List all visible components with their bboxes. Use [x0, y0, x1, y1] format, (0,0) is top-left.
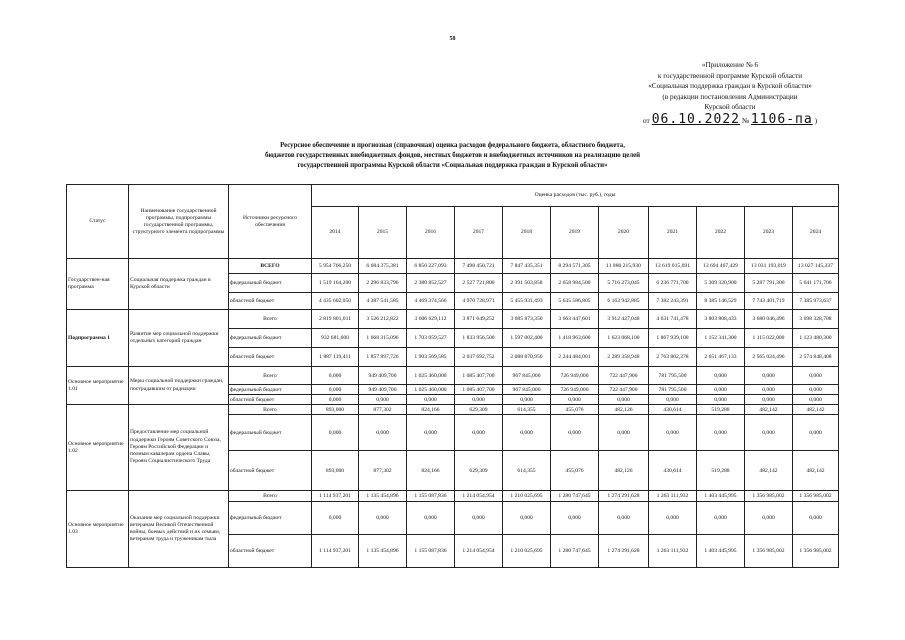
value-cell: 0,000	[503, 415, 551, 451]
value-cell: 1 356 985,002	[745, 491, 793, 502]
value-cell: 0,000	[551, 415, 599, 451]
value-cell: 0,000	[745, 502, 793, 535]
value-cell: 877,302	[359, 451, 407, 491]
source-cell: областной бюджет	[229, 293, 312, 310]
table-row	[67, 367, 839, 385]
value-cell: 1 356 985,002	[745, 535, 793, 568]
year-header: 2018	[503, 207, 551, 259]
value-cell: 6 850 227,093	[407, 259, 455, 274]
appendix-line-1: «Приложение № 6	[701, 61, 759, 69]
value-cell: 2 380 852,527	[407, 274, 455, 293]
value-cell: 893,000	[312, 405, 359, 415]
value-cell: 455,076	[551, 451, 599, 491]
value-cell: 0,000	[793, 502, 839, 535]
value-cell: 1 274 291,628	[599, 535, 649, 568]
value-cell: 824,166	[407, 405, 455, 415]
value-cell: 4 387 541,585	[359, 293, 407, 310]
appendix-line-2: к государственной программе Курской области	[657, 71, 803, 80]
value-cell: 1 210 025,695	[503, 535, 551, 568]
value-cell: 5 309 320,900	[697, 274, 745, 293]
value-cell: 0,000	[407, 502, 455, 535]
source-cell: ВСЕГО	[229, 259, 312, 274]
value-cell: 1 263 111,932	[649, 535, 697, 568]
table-row	[67, 310, 839, 329]
value-cell: 482,142	[745, 451, 793, 491]
value-cell: 1 597 002,400	[503, 329, 551, 348]
value-cell: 430,614	[649, 405, 697, 415]
value-cell: 1 135 454,896	[359, 535, 407, 568]
value-cell: 0,000	[649, 415, 697, 451]
year-header: 2023	[745, 207, 793, 259]
value-cell: 1 833 956,500	[455, 329, 503, 348]
value-cell: 1 025 460,000	[407, 385, 455, 395]
value-cell: 7 382 243,391	[649, 293, 697, 310]
value-cell: 2 651 467,133	[697, 348, 745, 367]
resolution-date: 06.10.2022	[651, 111, 740, 127]
value-cell: 1 887 119,411	[312, 348, 359, 367]
value-cell: 1 263 111,932	[649, 491, 697, 502]
value-cell: 722 447,900	[599, 385, 649, 395]
value-cell: 1 280 747,645	[551, 535, 599, 568]
name-cell: Социальная поддержка граждан в Курской области	[129, 259, 229, 310]
value-cell: 3 871 649,252	[455, 310, 503, 329]
value-cell: 0,000	[745, 395, 793, 405]
value-cell: 5 716 273,045	[599, 274, 649, 293]
status-cell: Основное мероприятие 1.02	[67, 405, 129, 491]
value-cell: 13 031 193,019	[745, 259, 793, 274]
value-cell: 1 668 315,096	[359, 329, 407, 348]
year-header: 2021	[649, 207, 697, 259]
table-row	[67, 491, 839, 502]
value-cell: 7 498 450,721	[455, 259, 503, 274]
appendix-block	[610, 60, 850, 126]
value-cell: 0,000	[407, 415, 455, 451]
value-cell: 0,000	[551, 395, 599, 405]
source-cell: областной бюджет	[229, 395, 312, 405]
source-cell: областной бюджет	[229, 348, 312, 367]
value-cell: 2 565 024,496	[745, 348, 793, 367]
year-header: 2024	[793, 207, 839, 259]
value-cell: 932 681,600	[312, 329, 359, 348]
value-cell: 0,000	[312, 367, 359, 385]
value-cell: 13 619 015,691	[649, 259, 697, 274]
value-cell: 0,000	[793, 395, 839, 405]
value-cell: 1 519 164,200	[312, 274, 359, 293]
table-row	[67, 259, 839, 274]
value-cell: 455,076	[551, 405, 599, 415]
status-cell: Основное мероприятие 1.01	[67, 367, 129, 405]
value-cell: 1 210 025,695	[503, 491, 551, 502]
name-cell: Меры социальной поддержки граждан, пострадавшим от радиации	[129, 367, 229, 405]
value-cell: 0,000	[793, 367, 839, 385]
value-cell: 519,288	[697, 405, 745, 415]
value-cell: 2 819 801,011	[312, 310, 359, 329]
value-cell: 0,000	[312, 395, 359, 405]
value-cell: 1 214 054,954	[455, 535, 503, 568]
value-cell: 8 385 146,529	[697, 293, 745, 310]
name-cell: Оказание мер социальной поддержки ветеранам Великой Отечественной войны, боевых действий и их семьям, ветеранам труда и труженикам тыла	[129, 491, 229, 568]
source-cell: федеральный бюджет	[229, 415, 312, 451]
value-cell: 0,000	[599, 395, 649, 405]
value-cell: 0,000	[312, 502, 359, 535]
value-cell: 482,142	[793, 451, 839, 491]
resolution-number: 1106-па	[750, 111, 813, 127]
value-cell: 4 435 602,050	[312, 293, 359, 310]
value-cell: 3 526 212,822	[359, 310, 407, 329]
value-cell: 1 085 407,700	[455, 367, 503, 385]
ot-label: от	[642, 115, 650, 125]
value-cell: 3 685 873,350	[503, 310, 551, 329]
value-cell: 2 088 870,950	[503, 348, 551, 367]
value-cell: 5 954 766,250	[312, 259, 359, 274]
value-cell: 482,126	[599, 451, 649, 491]
value-cell: 0,000	[649, 395, 697, 405]
value-cell: 1 867 939,100	[649, 329, 697, 348]
value-cell: 629,309	[455, 451, 503, 491]
value-cell: 7 743 401,719	[745, 293, 793, 310]
value-cell: 482,142	[745, 405, 793, 415]
value-cell: 0,000	[697, 385, 745, 395]
document-title	[150, 141, 755, 171]
value-cell: 1 403 445,995	[697, 491, 745, 502]
value-cell: 0,000	[407, 395, 455, 405]
value-cell: 7 847 435,351	[503, 259, 551, 274]
value-cell: 430,614	[649, 451, 697, 491]
year-header: 2015	[359, 207, 407, 259]
value-cell: 0,000	[745, 415, 793, 451]
appendix-line-3: «Социальная поддержка граждан в Курской области»	[648, 82, 812, 90]
value-cell: 1 623 068,100	[599, 329, 649, 348]
value-cell: 11 880 215,930	[599, 259, 649, 274]
page-number: 58	[449, 36, 456, 42]
value-cell: 0,000	[359, 415, 407, 451]
value-cell: 0,000	[503, 395, 551, 405]
value-cell: 0,000	[697, 367, 745, 385]
value-cell: 1 135 454,896	[359, 491, 407, 502]
value-cell: 726 949,000	[551, 385, 599, 395]
value-cell: 3 803 808,433	[697, 310, 745, 329]
value-cell: 1 403 445,995	[697, 535, 745, 568]
title-line-1: Ресурсное обеспечение и прогнозная (справочная) оценка расходов федерального бюджета, областного бюджета,	[280, 142, 625, 149]
value-cell: 967 845,000	[503, 385, 551, 395]
value-cell: 2 658 984,500	[551, 274, 599, 293]
closing-paren: )	[814, 115, 818, 125]
number-sign: №	[741, 115, 750, 125]
resource-table	[66, 184, 839, 568]
source-cell: федеральный бюджет	[229, 274, 312, 293]
value-cell: 6 236 771,700	[649, 274, 697, 293]
value-cell: 781 795,500	[649, 385, 697, 395]
value-cell: 2 296 833,796	[359, 274, 407, 293]
value-cell: 1 857 897,726	[359, 348, 407, 367]
value-cell: 0,000	[312, 385, 359, 395]
value-cell: 6 684 375,381	[359, 259, 407, 274]
value-cell: 4 631 741,478	[649, 310, 697, 329]
year-header: 2017	[455, 207, 503, 259]
value-cell: 8 294 571,305	[551, 259, 599, 274]
value-cell: 2 037 692,752	[455, 348, 503, 367]
value-cell: 0,000	[455, 415, 503, 451]
value-cell: 5 641 171,700	[793, 274, 839, 293]
value-cell: 967 845,000	[503, 367, 551, 385]
value-cell: 722 447,900	[599, 367, 649, 385]
value-cell: 1 115 022,000	[745, 329, 793, 348]
value-cell: 4 970 728,971	[455, 293, 503, 310]
value-cell: 824,166	[407, 451, 455, 491]
year-header: 2019	[551, 207, 599, 259]
source-cell: федеральный бюджет	[229, 329, 312, 348]
value-cell: 1 114 937,201	[312, 535, 359, 568]
value-cell: 0,000	[697, 395, 745, 405]
value-cell: 629,309	[455, 405, 503, 415]
source-cell: областной бюджет	[229, 451, 312, 491]
value-cell: 13 027 145,337	[793, 259, 839, 274]
value-cell: 3 663 447,601	[551, 310, 599, 329]
year-header: 2020	[599, 207, 649, 259]
value-cell: 5 287 791,300	[745, 274, 793, 293]
value-cell: 0,000	[745, 385, 793, 395]
value-cell: 2 527 721,800	[455, 274, 503, 293]
value-cell: 5 635 586,805	[551, 293, 599, 310]
value-cell: 726 949,000	[551, 367, 599, 385]
source-cell: Всего	[229, 405, 312, 415]
header-sources: Источники ресурсного обеспечения	[229, 185, 312, 259]
value-cell: 2 391 503,858	[503, 274, 551, 293]
value-cell: 1 418 963,600	[551, 329, 599, 348]
value-cell: 7 385 973,637	[793, 293, 839, 310]
name-cell: Развитие мер социальной поддержки отдельных категорий граждан	[129, 310, 229, 367]
source-cell: Всего	[229, 491, 312, 502]
value-cell: 1 123 480,300	[793, 329, 839, 348]
value-cell: 614,355	[503, 451, 551, 491]
value-cell: 1 274 291,628	[599, 491, 649, 502]
status-cell: Подпрограмма 1	[67, 310, 129, 367]
value-cell: 1 025 460,000	[407, 367, 455, 385]
value-cell: 1 085 407,700	[455, 385, 503, 395]
value-cell: 3 680 046,496	[745, 310, 793, 329]
header-status: Статус	[67, 185, 129, 259]
value-cell: 0,000	[793, 385, 839, 395]
value-cell: 0,000	[359, 502, 407, 535]
value-cell: 1 155 087,836	[407, 491, 455, 502]
value-cell: 949 409,700	[359, 367, 407, 385]
value-cell: 0,000	[649, 502, 697, 535]
value-cell: 877,302	[359, 405, 407, 415]
value-cell: 0,000	[551, 502, 599, 535]
value-cell: 482,126	[599, 405, 649, 415]
source-cell: федеральный бюджет	[229, 385, 312, 395]
value-cell: 2 289 358,948	[599, 348, 649, 367]
value-cell: 0,000	[697, 415, 745, 451]
value-cell: 0,000	[455, 395, 503, 405]
value-cell: 2 763 802,378	[649, 348, 697, 367]
value-cell: 949 409,700	[359, 385, 407, 395]
value-cell: 13 694 467,429	[697, 259, 745, 274]
value-cell: 0,000	[455, 502, 503, 535]
value-cell: 0,000	[312, 415, 359, 451]
value-cell: 1 114 937,201	[312, 491, 359, 502]
table-body	[67, 259, 839, 568]
value-cell: 893,000	[312, 451, 359, 491]
value-cell: 3 698 328,708	[793, 310, 839, 329]
status-cell: Основное мероприятие 1.03	[67, 491, 129, 568]
year-header: 2022	[697, 207, 745, 259]
appendix-line-4: (в редакции постановления Администрации	[662, 92, 798, 101]
table-row	[67, 405, 839, 415]
value-cell: 3 912 427,048	[599, 310, 649, 329]
year-header: 2016	[407, 207, 455, 259]
appendix-line-5: Курской области	[704, 103, 756, 111]
value-cell: 2 574 848,408	[793, 348, 839, 367]
value-cell: 519,288	[697, 451, 745, 491]
source-cell: областной бюджет	[229, 535, 312, 568]
value-cell: 1 152 341,300	[697, 329, 745, 348]
value-cell: 1 155 087,836	[407, 535, 455, 568]
title-line-2: бюджетов государственных внебюджетных фондов, местных бюджетов и внебюджетных источников на реализацию целей	[264, 152, 641, 159]
value-cell: 3 606 629,112	[407, 310, 455, 329]
value-cell: 2 244 484,001	[551, 348, 599, 367]
value-cell: 0,000	[745, 367, 793, 385]
value-cell: 0,000	[793, 415, 839, 451]
year-header: 2014	[312, 207, 359, 259]
value-cell: 1 356 985,002	[793, 535, 839, 568]
header-name: Наименование государственной программы, подпрограммы государственной программы, структурного элемента подпрограммы	[129, 185, 229, 259]
value-cell: 0,000	[359, 395, 407, 405]
value-cell: 1 214 054,954	[455, 491, 503, 502]
value-cell: 0,000	[503, 502, 551, 535]
name-cell: Предоставление мер социальной поддержки Героям Советского Союза, Героям Российской Федерации и полным кавалерам ордена Славы, Героям Социалистического Труда	[129, 405, 229, 491]
value-cell: 4 469 374,566	[407, 293, 455, 310]
value-cell: 0,000	[599, 415, 649, 451]
value-cell: 6 163 942,885	[599, 293, 649, 310]
value-cell: 614,355	[503, 405, 551, 415]
source-cell: федеральный бюджет	[229, 502, 312, 535]
header-estimate: Оценка расходов (тыс. руб.), годы	[312, 185, 839, 207]
value-cell: 781 795,500	[649, 367, 697, 385]
value-cell: 1 903 569,585	[407, 348, 455, 367]
title-line-3: государственной программы Курской области «Социальная поддержка граждан в Курской области»	[297, 162, 608, 169]
value-cell: 1 703 059,527	[407, 329, 455, 348]
value-cell: 0,000	[599, 502, 649, 535]
value-cell: 0,000	[697, 502, 745, 535]
status-cell: Государствен-ная программа	[67, 259, 129, 310]
value-cell: 1 280 747,645	[551, 491, 599, 502]
source-cell: Всего	[229, 310, 312, 329]
value-cell: 1 356 985,002	[793, 491, 839, 502]
source-cell: Всего	[229, 367, 312, 385]
resolution-line	[610, 111, 850, 127]
value-cell: 5 455 931,493	[503, 293, 551, 310]
value-cell: 482,142	[793, 405, 839, 415]
